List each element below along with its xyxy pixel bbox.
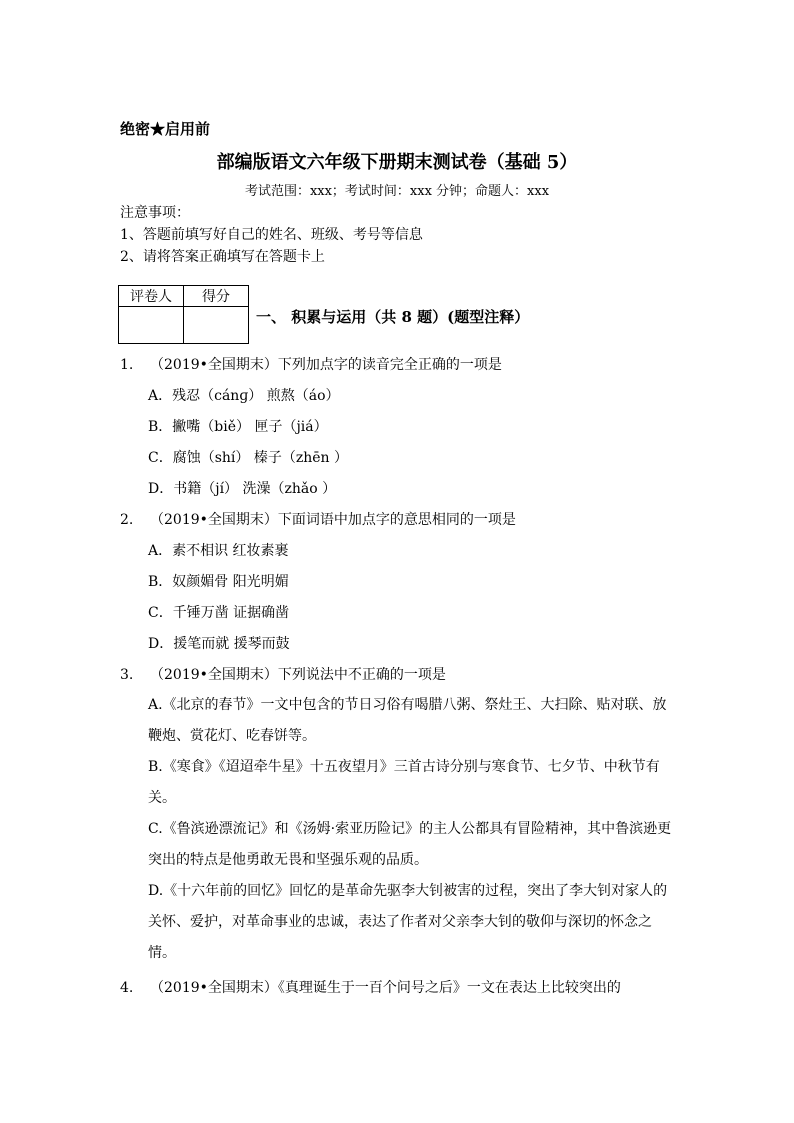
confidential-label: 绝密★启用前	[120, 120, 211, 138]
option-d: D．援笔而就 援琴而鼓	[148, 636, 290, 652]
score-cell[interactable]	[184, 307, 249, 344]
question-number: 4.	[120, 980, 134, 996]
notice-item: 1、答题前填写好自己的姓名、班级、考号等信息	[120, 227, 423, 243]
question-number: 2.	[120, 512, 134, 528]
score-table	[118, 285, 249, 344]
grader-header: 评卷人	[119, 286, 184, 307]
option-a-paragraph: A.《北京的春节》一文中包含的节日习俗有喝腊八粥、祭灶王、大扫除、贴对联、放鞭炮、赏花灯、吃春饼等。	[148, 697, 667, 744]
option-a: A．素不相识 红妆素裹	[148, 543, 289, 559]
question-text: （2019•全国期末）《真理诞生于一百个问号之后》一文在表达上比较突出的	[150, 980, 621, 996]
notice-item: 2、请将答案正确填写在答题卡上	[120, 249, 325, 265]
question-2	[120, 509, 516, 529]
notice-heading: 注意事项：	[120, 205, 190, 221]
question-number: 3.	[120, 667, 134, 683]
option-a: A．残忍（cánɡ） 煎熬（áo）	[148, 388, 340, 404]
score-header: 得分	[184, 286, 249, 307]
question-4	[120, 977, 621, 997]
option-d-paragraph: D.《十六年前的回忆》回忆的是革命先驱李大钊被害的过程，突出了李大钊对家人的关怀、爱护，对革命事业的忠诚，表达了作者对父亲李大钊的敬仰与深切的怀念之情。	[148, 883, 668, 961]
question-text: （2019•全国期末）下列说法中不正确的一项是	[150, 667, 446, 683]
option-c-paragraph: C.《鲁滨逊漂流记》和《汤姆·索亚历险记》的主人公都具有冒险精神，其中鲁滨逊更突出的特点是他勇敢无畏和坚强乐观的品质。	[148, 821, 672, 868]
question-text: （2019•全国期末）下面词语中加点字的意思相同的一项是	[150, 512, 516, 528]
question-text: （2019•全国期末）下列加点字的读音完全正确的一项是	[150, 357, 502, 373]
option-b-paragraph: B.《寒食》《迢迢牵牛星》十五夜望月》三首古诗分别与寒食节、七夕节、中秋节有关。	[148, 759, 660, 806]
option-c: C．腐蚀（shí） 榛子（zhēn ）	[148, 450, 348, 466]
question-number: 1.	[120, 357, 134, 373]
option-c: C．千锤万凿 证据确凿	[148, 605, 290, 621]
option-b: B．撇嘴（biě） 匣子（jiá）	[148, 419, 328, 435]
question-1	[120, 354, 502, 374]
section-title: 一、 积累与运用（共 8 题）(题型注释）	[256, 308, 530, 326]
option-d: D．书籍（jí） 洗澡（zhǎo ）	[148, 481, 337, 497]
exam-info: 考试范围：xxx；考试时间：xxx 分钟；命题人：xxx	[244, 184, 550, 199]
option-b: B．奴颜媚骨 阳光明媚	[148, 574, 289, 590]
exam-title: 部编版语文六年级下册期末测试卷（基础 5）	[216, 152, 578, 173]
grader-cell[interactable]	[119, 307, 184, 344]
question-3	[120, 664, 446, 684]
